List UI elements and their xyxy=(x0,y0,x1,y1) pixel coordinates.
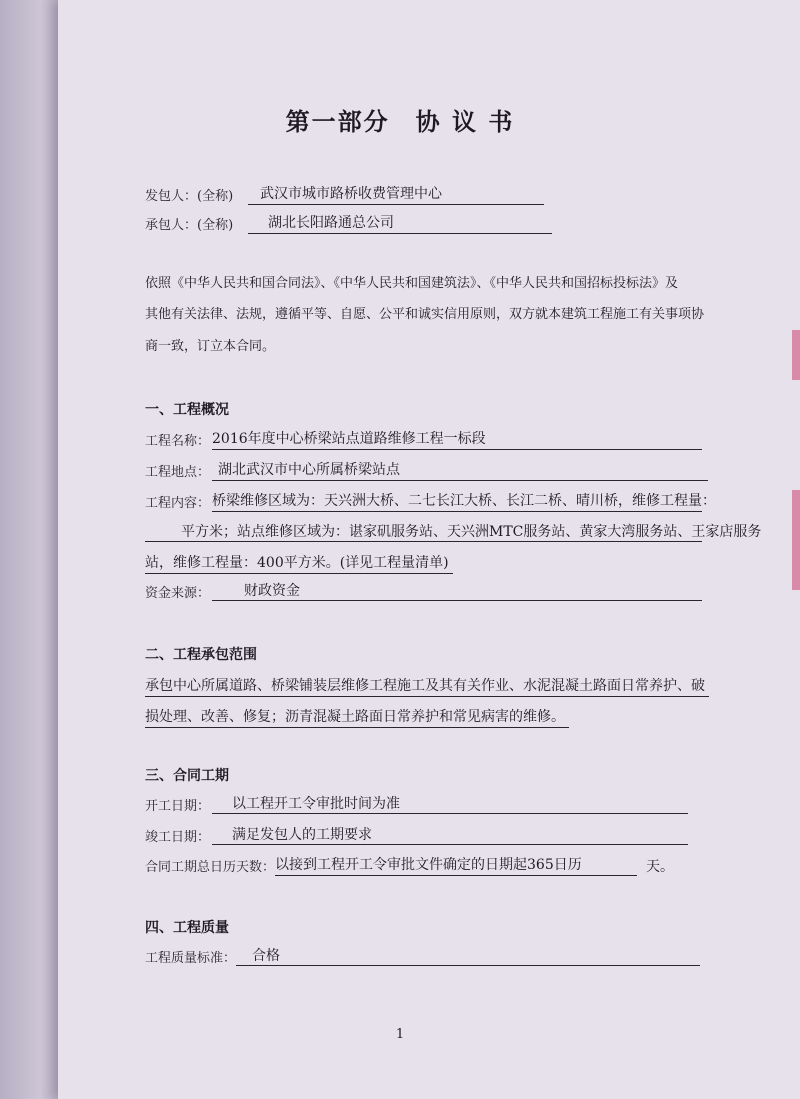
employer-field: 武汉市城市路桥收费管理中心 xyxy=(248,184,544,205)
intro-line: 商一致，订立本合同。 xyxy=(145,339,276,354)
section-heading-quality: 四、工程质量 xyxy=(145,920,229,936)
scope-line: 损处理、改善、修复；沥青混凝土路面日常养护和常见病害的维修。 xyxy=(145,707,569,728)
stamp-edge-mark xyxy=(792,490,800,590)
intro-line: 其他有关法律、法规，遵循平等、自愿、公平和诚实信用原则，双方就本建筑工程施工有关事项协 xyxy=(145,307,705,322)
start-date-field: 以工程开工令审批时间为准 xyxy=(212,794,688,814)
funding-label: 资金来源： xyxy=(145,586,211,601)
funding-field: 财政资金 xyxy=(212,581,702,601)
project-name-label: 工程名称： xyxy=(145,434,211,449)
project-content-line: 站，维修工程量：400平方米。(详见工程量清单) xyxy=(145,553,453,574)
binding-spine xyxy=(0,0,58,1099)
stamp-edge-mark xyxy=(792,330,800,380)
quality-standard-label: 工程质量标准： xyxy=(145,951,237,966)
project-content-line: 平方米；站点维修区域为：谌家矶服务站、天兴洲MTC服务站、黄家大湾服务站、王家店服务 xyxy=(145,522,702,542)
section-heading-scope: 二、工程承包范围 xyxy=(145,647,257,663)
section-heading-duration: 三、合同工期 xyxy=(145,768,229,784)
project-location-label: 工程地点： xyxy=(145,465,211,480)
intro-line: 依照《中华人民共和国合同法》、《中华人民共和国建筑法》、《中华人民共和国招标投标法》及 xyxy=(145,276,679,291)
finish-date-label: 竣工日期： xyxy=(145,830,211,845)
project-location-field: 湖北武汉市中心所属桥梁站点 xyxy=(212,460,708,481)
quality-standard-field: 合格 xyxy=(236,946,700,966)
section-heading-overview: 一、工程概况 xyxy=(145,402,229,418)
document-title: 第一部分 协 议 书 xyxy=(285,108,515,136)
contractor-label: 承包人：(全称) xyxy=(145,218,234,233)
project-content-line: 桥梁维修区域为：天兴洲大桥、二七长江大桥、长江二桥、晴川桥，维修工程量： xyxy=(212,491,702,512)
finish-date-field: 满足发包人的工期要求 xyxy=(212,825,688,845)
project-content-label: 工程内容： xyxy=(145,496,211,511)
total-days-label: 合同工期总日历天数： xyxy=(145,860,276,875)
start-date-label: 开工日期： xyxy=(145,799,211,814)
project-name-field: 2016年度中心桥梁站点道路维修工程一标段 xyxy=(212,429,702,450)
page-number: 1 xyxy=(395,1027,405,1042)
employer-label: 发包人：(全称) xyxy=(145,189,234,204)
scope-line: 承包中心所属道路、桥梁铺装层维修工程施工及其有关作业、水泥混凝土路面日常养护、破 xyxy=(145,676,709,697)
total-days-field: 以接到工程开工令审批文件确定的日期起365日历 xyxy=(275,855,637,876)
total-days-unit: 天。 xyxy=(646,859,674,875)
contractor-field: 湖北长阳路通总公司 xyxy=(248,213,552,234)
